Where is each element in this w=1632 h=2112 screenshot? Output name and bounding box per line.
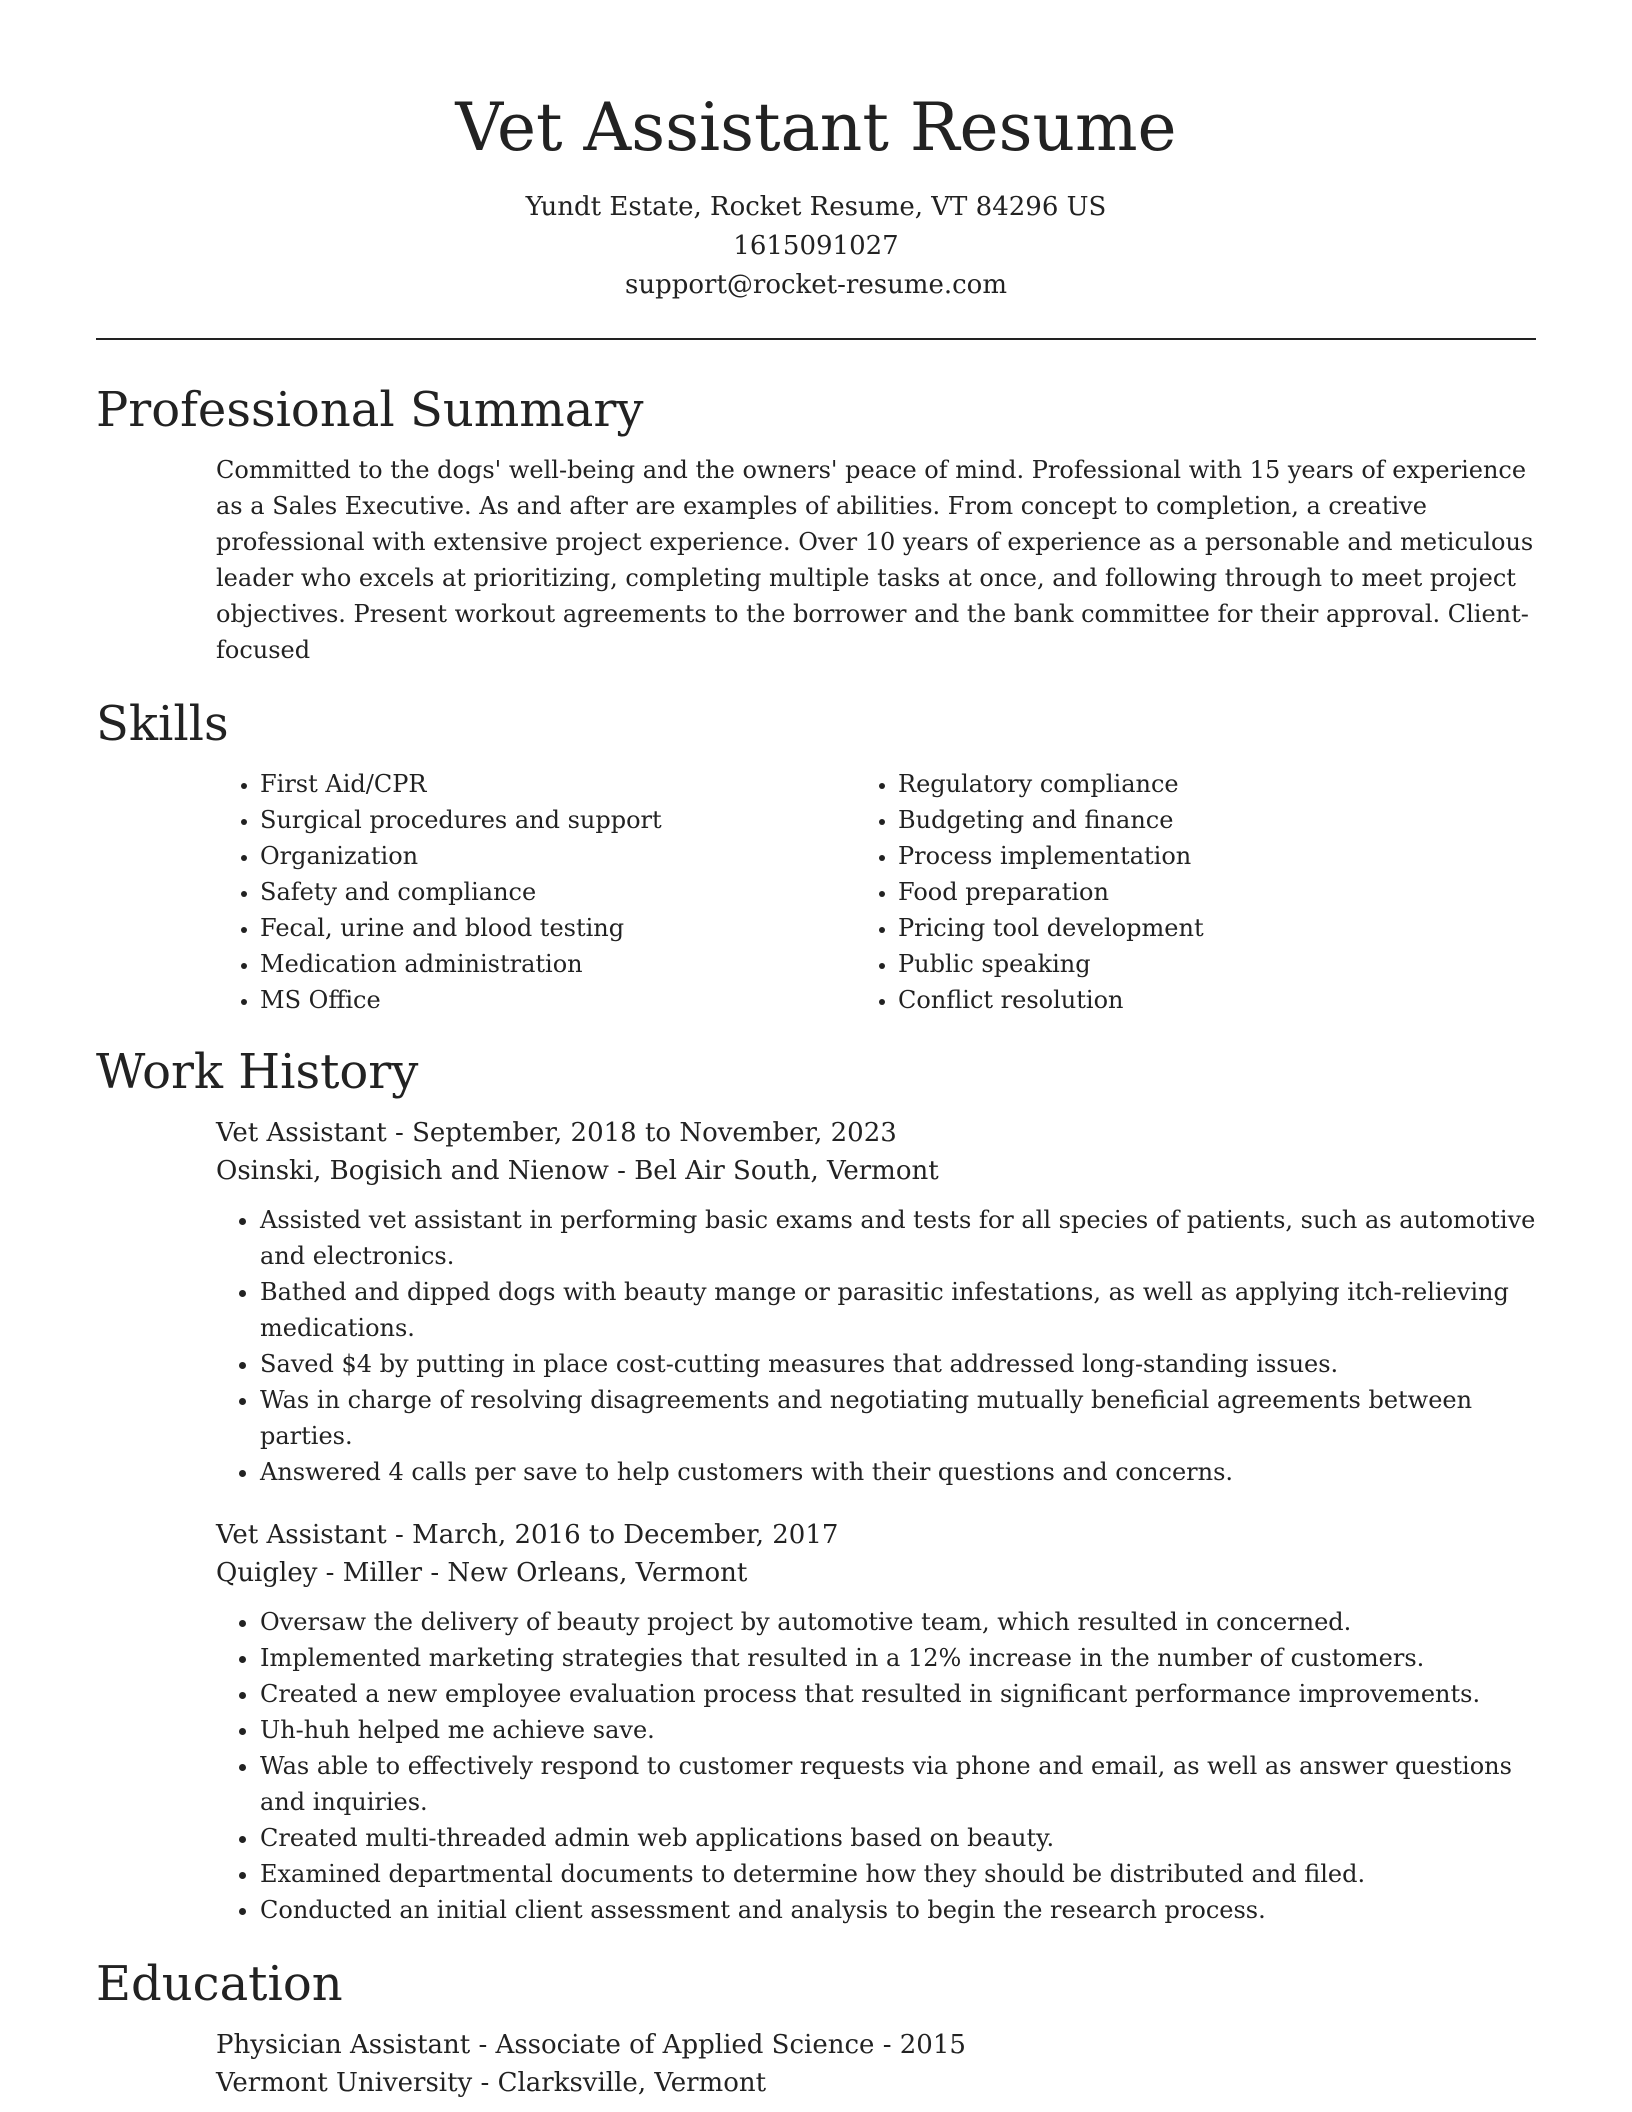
job-company: Osinski, Bogisich and Nienow bbox=[216, 1156, 609, 1186]
job-company-line bbox=[216, 1554, 1536, 1592]
job-entry bbox=[216, 1516, 1536, 1928]
job-company: Quigley - Miller bbox=[216, 1558, 423, 1588]
skill-item: • Surgical procedures and support bbox=[260, 802, 898, 838]
job-bullet: • Answered 4 calls per save to help customers with their questions and concerns. bbox=[260, 1454, 1536, 1490]
job-dates: - September, 2018 to November, 2023 bbox=[386, 1118, 897, 1148]
skills-list-left bbox=[216, 766, 898, 1018]
contact-info bbox=[96, 188, 1536, 305]
education-entry bbox=[216, 2026, 1536, 2102]
job-location: - Bel Air South, Vermont bbox=[608, 1156, 939, 1186]
skill-item: • Fecal, urine and blood testing bbox=[260, 910, 898, 946]
skills-heading: Skills bbox=[96, 696, 229, 752]
job-title-line bbox=[216, 1516, 1536, 1554]
resume-page bbox=[96, 0, 1536, 2102]
skill-item: • Organization bbox=[260, 838, 898, 874]
summary-text: Committed to the dogs' well-being and the owners' peace of mind. Professional with 15 years of experience as a Sales Executive. As and after are examples of abilities. From concept to completion, a creative professional with extensive project experience. Over 10 years of experience as a personable and meticulous leader who excels at prioritizing, completing multiple tasks at once, and following through to meet project objectives. Present workout agreements to the borrower and the bank committee for their approval. Client-focused bbox=[216, 456, 1534, 664]
skill-item: • Safety and compliance bbox=[260, 874, 898, 910]
skill-item: • First Aid/CPR bbox=[260, 766, 898, 802]
job-dates: - March, 2016 to December, 2017 bbox=[386, 1520, 839, 1550]
skill-item: • Pricing tool development bbox=[898, 910, 1536, 946]
job-bullet: • Assisted vet assistant in performing basic exams and tests for all species of patients, such as automotive and electronics. bbox=[260, 1202, 1536, 1274]
education-year: - 2015 bbox=[874, 2030, 966, 2060]
skills-columns bbox=[216, 766, 1536, 1018]
skill-item: • Food preparation bbox=[898, 874, 1536, 910]
job-company-line bbox=[216, 1152, 1536, 1190]
skill-item: • Conflict resolution bbox=[898, 982, 1536, 1018]
skills-list-right bbox=[898, 766, 1536, 1018]
contact-email: support@rocket-resume.com bbox=[624, 270, 1007, 300]
skill-item: • Public speaking bbox=[898, 946, 1536, 982]
job-bullet: • Conducted an initial client assessment and analysis to begin the research process. bbox=[260, 1892, 1536, 1928]
job-title: Vet Assistant bbox=[216, 1118, 387, 1148]
resume-title: Vet Assistant Resume bbox=[455, 89, 1177, 166]
skill-item: • MS Office bbox=[260, 982, 898, 1018]
education-heading: Education bbox=[96, 1956, 343, 2012]
job-entry bbox=[216, 1114, 1536, 1490]
job-bullet: • Saved $4 by putting in place cost-cutting measures that addressed long-standing issues. bbox=[260, 1346, 1536, 1382]
work-history-section bbox=[96, 1040, 1536, 1928]
job-bullet: • Was in charge of resolving disagreements and negotiating mutually beneficial agreements between parties. bbox=[260, 1382, 1536, 1454]
job-title: Vet Assistant bbox=[216, 1520, 387, 1550]
education-degree: Physician Assistant - Associate of Applied Science bbox=[216, 2030, 875, 2060]
header-divider bbox=[96, 338, 1536, 340]
education-degree-line bbox=[216, 2026, 1536, 2064]
skill-item: • Process implementation bbox=[898, 838, 1536, 874]
job-title-line bbox=[216, 1114, 1536, 1152]
education-section bbox=[96, 1952, 1536, 2102]
skill-item: • Medication administration bbox=[260, 946, 898, 982]
contact-address: Yundt Estate, Rocket Resume, VT 84296 US bbox=[525, 192, 1107, 222]
job-bullets bbox=[216, 1202, 1536, 1490]
summary-section bbox=[96, 378, 1536, 668]
education-location: - Clarksville, Vermont bbox=[472, 2068, 767, 2098]
contact-phone: 1615091027 bbox=[733, 231, 899, 261]
job-bullet: • Implemented marketing strategies that resulted in a 12% increase in the number of customers. bbox=[260, 1640, 1536, 1676]
summary-heading: Professional Summary bbox=[96, 382, 644, 438]
education-school: Vermont University bbox=[216, 2068, 473, 2098]
job-bullet: • Bathed and dipped dogs with beauty mange or parasitic infestations, as well as applying itch-relieving medications. bbox=[260, 1274, 1536, 1346]
job-bullet: • Created multi-threaded admin web applications based on beauty. bbox=[260, 1820, 1536, 1856]
job-bullet: • Was able to effectively respond to customer requests via phone and email, as well as answer questions and inquiries. bbox=[260, 1748, 1536, 1820]
job-bullet: • Examined departmental documents to determine how they should be distributed and filed. bbox=[260, 1856, 1536, 1892]
job-bullet: • Oversaw the delivery of beauty project by automotive team, which resulted in concerned. bbox=[260, 1604, 1536, 1640]
work-history-heading: Work History bbox=[96, 1044, 419, 1100]
job-bullets bbox=[216, 1604, 1536, 1928]
skills-section bbox=[96, 692, 1536, 1018]
job-location: - New Orleans, Vermont bbox=[422, 1558, 748, 1588]
skill-item: • Regulatory compliance bbox=[898, 766, 1536, 802]
job-bullet: • Created a new employee evaluation process that resulted in significant performance improvements. bbox=[260, 1676, 1536, 1712]
education-school-line bbox=[216, 2064, 1536, 2102]
skill-item: • Budgeting and finance bbox=[898, 802, 1536, 838]
job-bullet: • Uh-huh helped me achieve save. bbox=[260, 1712, 1536, 1748]
